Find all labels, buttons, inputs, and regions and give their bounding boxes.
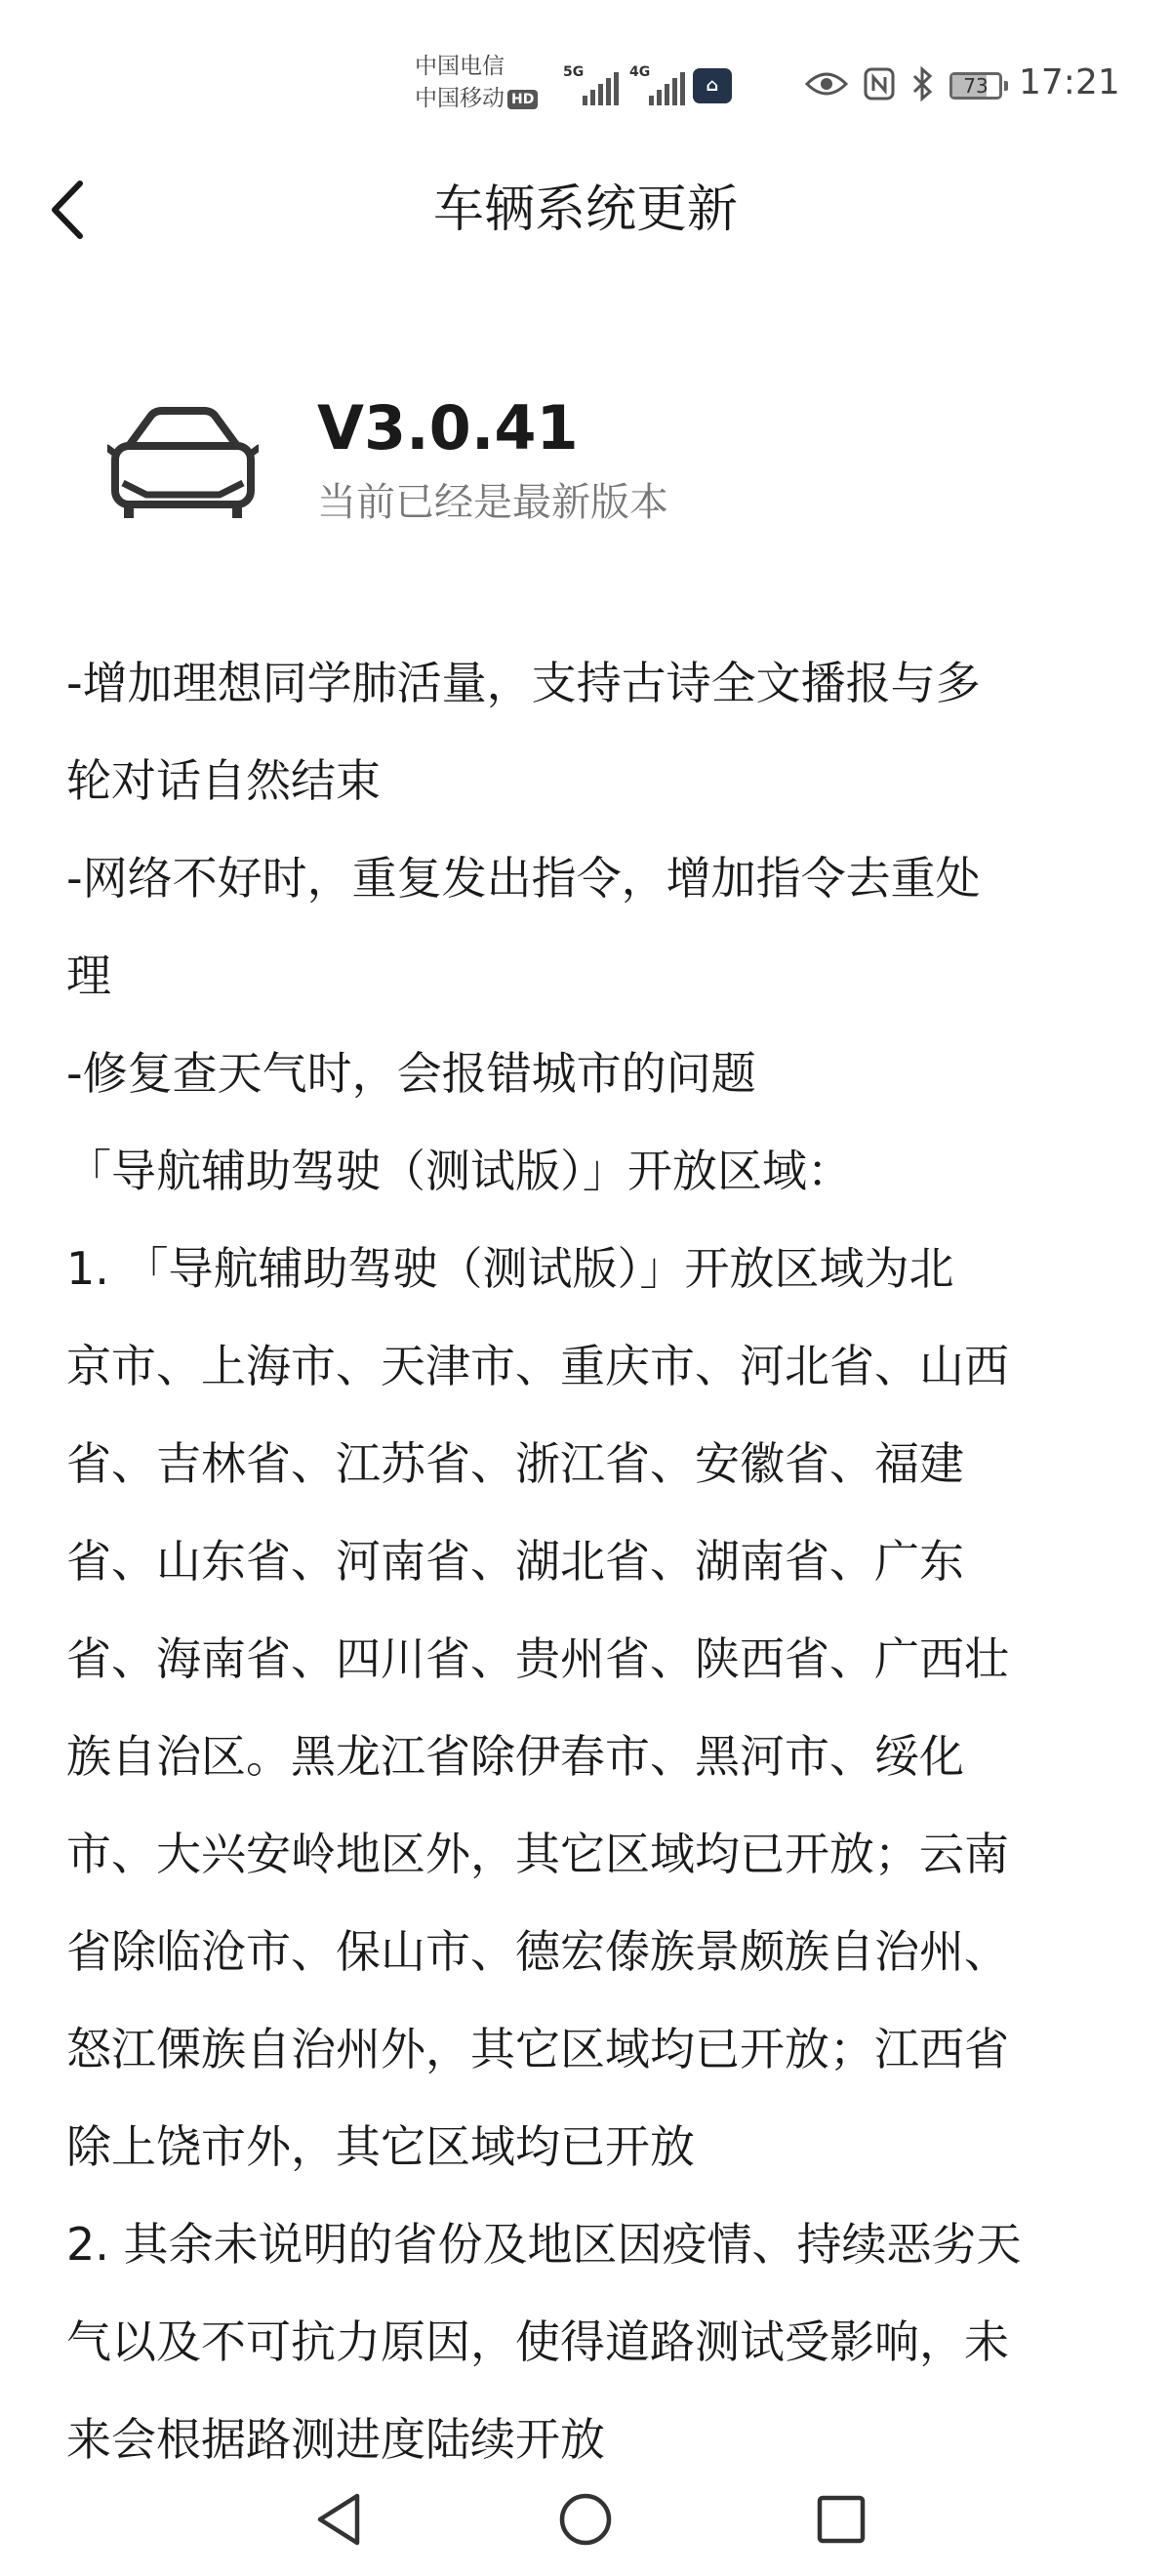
nav-back-button[interactable] bbox=[310, 2490, 369, 2549]
release-note-line: 京市、上海市、天津市、重庆市、河北省、山西 bbox=[66, 1340, 1009, 1392]
release-note-line: 「导航辅助驾驶（测试版）」开放区域： bbox=[66, 1145, 852, 1197]
eye-icon bbox=[805, 69, 848, 102]
version-number: V3.0.41 bbox=[317, 392, 579, 463]
release-note-line: 1. 「导航辅助驾驶（测试版）」开放区域为北 bbox=[66, 1242, 954, 1295]
release-note-line: 来会根据路测进度陆续开放 bbox=[66, 2413, 605, 2466]
release-note-line: 气以及不可抗力原因，使得道路测试受影响，未 bbox=[66, 2315, 1009, 2368]
release-note-line: 省、吉林省、江苏省、浙江省、安徽省、福建 bbox=[66, 1437, 964, 1490]
nav-recents-button[interactable] bbox=[812, 2490, 870, 2549]
release-note-line: 省除临沧市、保山市、德宏傣族景颇族自治州、 bbox=[66, 1925, 1009, 1978]
carrier-info bbox=[415, 51, 551, 115]
release-note-line: 市、大兴安岭地区外，其它区域均已开放；云南 bbox=[66, 1828, 1009, 1880]
release-note-line: 理 bbox=[66, 949, 111, 1002]
battery-level: 73 bbox=[963, 74, 989, 98]
signal-4g bbox=[629, 66, 688, 105]
release-note-line: 族自治区。黑龙江省除伊春市、黑河市、绥化 bbox=[66, 1730, 964, 1783]
nav-home-button[interactable] bbox=[556, 2490, 615, 2549]
version-info bbox=[0, 385, 1171, 551]
page-title: 车辆系统更新 bbox=[432, 181, 738, 239]
car-icon bbox=[107, 405, 259, 522]
status-icons bbox=[805, 66, 1002, 105]
header bbox=[0, 146, 1171, 273]
system-nav-bar bbox=[0, 2459, 1171, 2576]
bluetooth-icon bbox=[910, 66, 934, 105]
release-notes bbox=[66, 634, 1120, 2488]
signal-bars-icon bbox=[583, 72, 619, 105]
status-bar bbox=[0, 0, 1171, 146]
version-status: 当前已经是最新版本 bbox=[317, 480, 668, 525]
battery-icon bbox=[949, 72, 1002, 100]
clock: 17:21 bbox=[1019, 62, 1120, 102]
circle-home-icon bbox=[556, 2490, 615, 2549]
release-note-line: 轮对话自然结束 bbox=[66, 754, 381, 807]
release-note-line: -网络不好时，重复发出指令，增加指令去重处 bbox=[66, 852, 981, 905]
release-note-line: 2. 其余未说明的省份及地区因疫情、持续恶劣天 bbox=[66, 2218, 1022, 2271]
hd-badge: HD bbox=[507, 90, 538, 109]
release-note-line: 怒江傈族自治州外，其它区域均已开放；江西省 bbox=[66, 2023, 1009, 2075]
signal-5g bbox=[563, 66, 622, 105]
carrier-2-row bbox=[415, 83, 551, 115]
network-5g-label: 5G bbox=[563, 64, 585, 80]
release-note-line: 除上饶市外，其它区域均已开放 bbox=[66, 2120, 695, 2173]
square-recents-icon bbox=[812, 2490, 870, 2549]
release-note-line: 省、山东省、河南省、湖北省、湖南省、广东 bbox=[66, 1535, 964, 1588]
carrier-2: 中国移动 bbox=[415, 86, 505, 111]
release-note-line: 省、海南省、四川省、贵州省、陕西省、广西壮 bbox=[66, 1632, 1009, 1685]
network-4g-label: 4G bbox=[629, 64, 651, 80]
release-note-line: -增加理想同学肺活量，支持古诗全文播报与多 bbox=[66, 657, 981, 709]
triangle-back-icon bbox=[310, 2490, 369, 2549]
release-note-line: -修复查天气时，会报错城市的问题 bbox=[66, 1047, 756, 1100]
signal-bars-icon bbox=[649, 72, 685, 105]
carrier-1: 中国电信 bbox=[415, 54, 505, 79]
nfc-icon bbox=[864, 67, 895, 104]
app-notification-icon: ⌂ bbox=[693, 68, 732, 103]
